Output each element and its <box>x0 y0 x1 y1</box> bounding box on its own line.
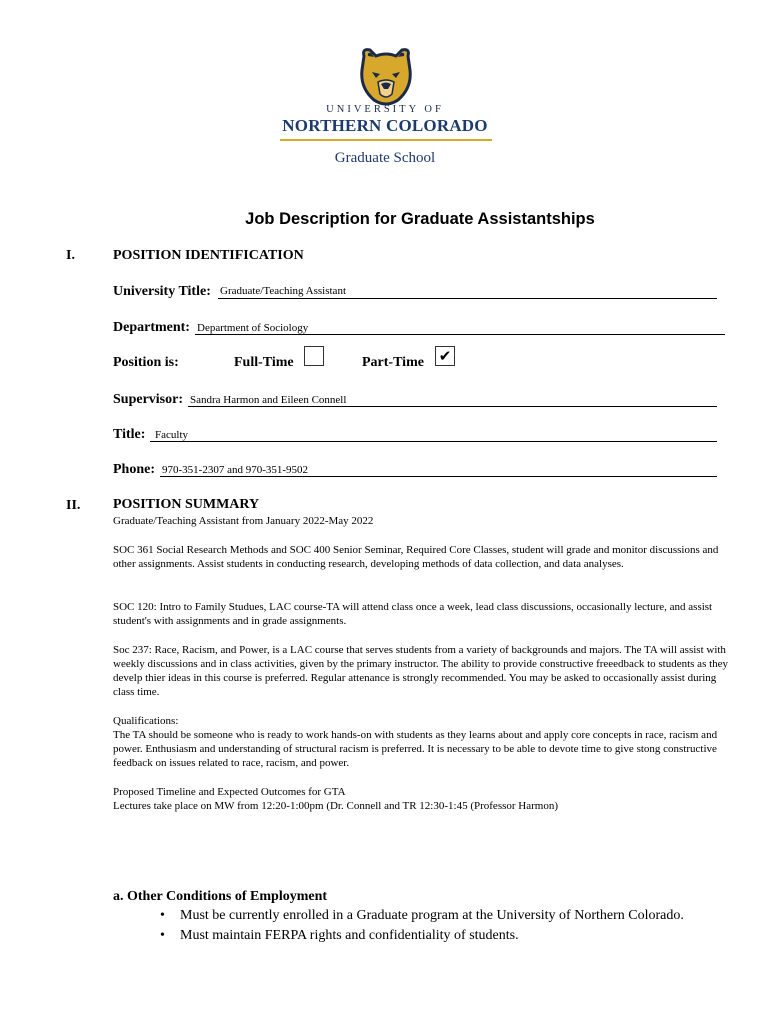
logo-northern-colorado: NORTHERN COLORADO <box>282 116 488 135</box>
part-time-checkbox[interactable]: ✔ <box>435 346 455 366</box>
full-time-checkbox[interactable] <box>304 346 324 366</box>
position-label: Position is: <box>113 355 179 370</box>
summary-paragraph-1 <box>113 543 733 571</box>
summary-dates-text: Graduate/Teaching Assistant from January 2022-May 2022 <box>113 515 374 527</box>
department-underline <box>195 334 725 335</box>
section-1-heading: POSITION IDENTIFICATION <box>113 248 304 263</box>
summary-p2-text: SOC 120: Intro to Family Studues, LAC course-TA will attend class once a week, lead class discussions, occasionally lecture, and assist student's with assignments and in grade assignments. <box>113 601 713 627</box>
part-time-label: Part-Time <box>362 355 424 370</box>
section-1-numeral: I. <box>66 248 75 263</box>
bear-logo-icon <box>358 48 414 106</box>
logo-university-of: UNIVERSITY OF <box>326 104 444 115</box>
unc-logo <box>270 48 510 172</box>
university-title-underline <box>218 298 717 299</box>
university-title-label: University Title: <box>113 284 211 299</box>
title-value[interactable]: Faculty <box>155 429 188 441</box>
qualifications-block <box>113 714 733 770</box>
supervisor-label: Supervisor: <box>113 392 183 407</box>
phone-label: Phone: <box>113 462 155 477</box>
qualifications-text: The TA should be someone who is ready to work hands-on with students as they learns about and apply core concepts in race, racism and power. Enthusiasm and understanding of structural racism is preferred. It is necessary to be able to devote time to give stong constructive feedback on issues related to race, racism, and power. <box>113 729 718 769</box>
section-2-heading: POSITION SUMMARY <box>113 497 260 512</box>
list-item: • Must be currently enrolled in a Graduate program at the University of Northern Colorado. <box>160 906 760 926</box>
title-underline <box>150 441 717 442</box>
list-item: • Must maintain FERPA rights and confidentiality of students. <box>160 926 760 946</box>
timeline-block <box>113 785 733 813</box>
qualifications-label: Qualifications: <box>113 715 179 727</box>
document-title: Job Description for Graduate Assistantships <box>245 210 595 228</box>
logo-graduate-school: Graduate School <box>334 150 436 166</box>
full-time-label: Full-Time <box>234 355 294 370</box>
other-conditions-list <box>160 906 760 946</box>
title-label: Title: <box>113 427 146 442</box>
phone-underline <box>160 476 717 477</box>
summary-paragraph-2 <box>113 600 733 628</box>
university-title-value[interactable]: Graduate/Teaching Assistant <box>220 285 347 297</box>
phone-value[interactable]: 970-351-2307 and 970-351-9502 <box>162 464 309 476</box>
summary-paragraph-3 <box>113 643 733 699</box>
summary-p3-text: Soc 237: Race, Racism, and Power, is a LAC course that serves students from a variety of backgrounds and majors. The TA will assist with weekly discussions and in class activities, given by the primary instructor. The ability to provide constructive freeedback to students as they develp thier ideas in this course is preferred. Regular attenance is strongly recommended. You may be asked to occasionally assist during class time. <box>113 644 729 698</box>
section-2-numeral: II. <box>66 498 81 513</box>
summary-p1-text: SOC 361 Social Research Methods and SOC 400 Senior Seminar, Required Core Classes, student will grade and monitor discussions and other assignments. Assist students in conducting research, developing methods of data collection, and data analyses. <box>113 544 719 570</box>
timeline-label: Proposed Timeline and Expected Outcomes for GTA <box>113 786 346 798</box>
department-value[interactable]: Department of Sociology <box>197 322 309 334</box>
supervisor-value[interactable]: Sandra Harmon and Eileen Connell <box>190 394 347 406</box>
logo-divider <box>280 139 492 141</box>
department-label: Department: <box>113 320 190 335</box>
other-conditions-heading: a. Other Conditions of Employment <box>113 889 328 904</box>
supervisor-underline <box>188 406 717 407</box>
timeline-text: Lectures take place on MW from 12:20-1:00pm (Dr. Connell and TR 12:30-1:45 (Professor Harmon) <box>113 800 559 812</box>
position-summary-dates <box>113 514 733 528</box>
